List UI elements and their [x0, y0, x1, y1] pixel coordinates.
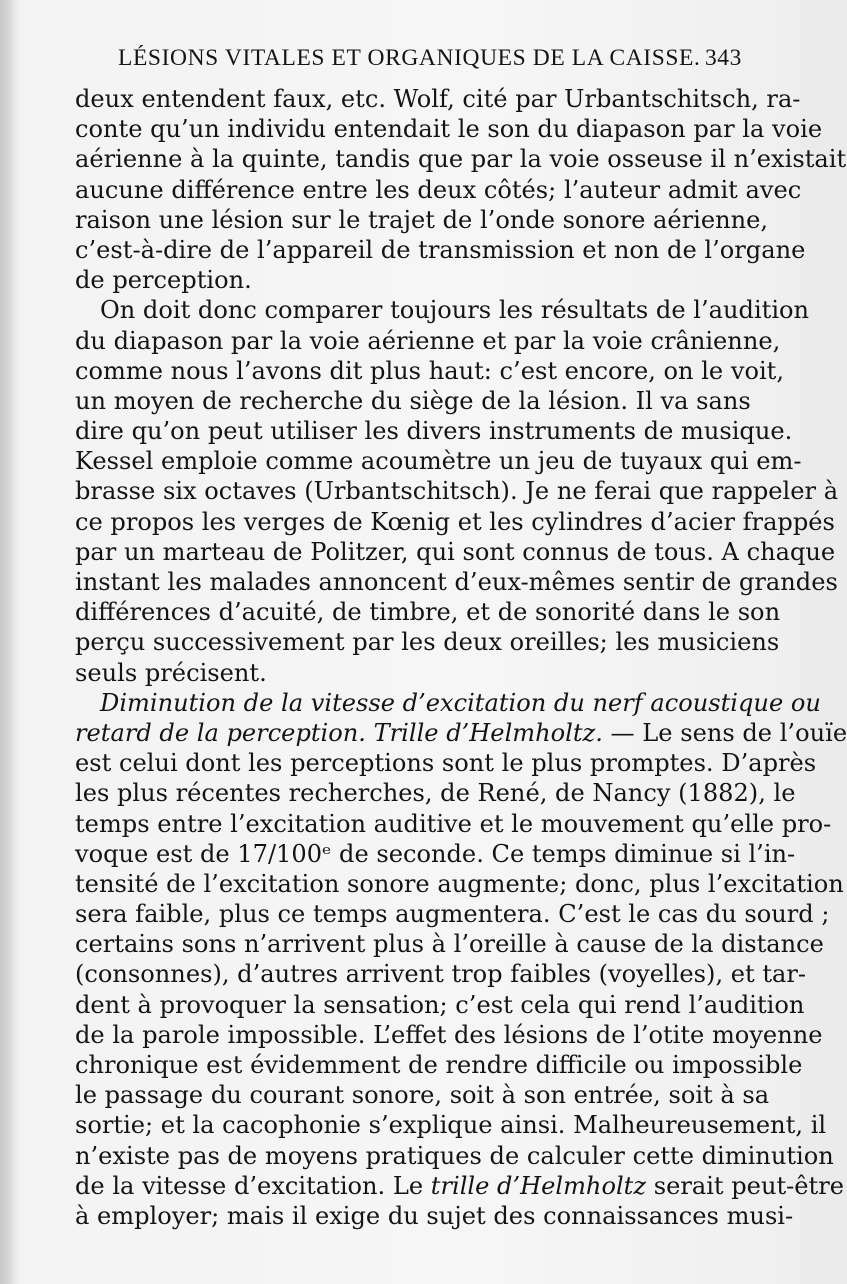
paragraph-1 [75, 84, 847, 295]
text-segment: serait peut-être [646, 1171, 844, 1200]
text-line: Kessel emploie comme acoumètre un jeu de tuyaux qui em- [75, 447, 802, 476]
text-line: deux entendent faux, etc. Wolf, cité par Urbantschitsch, ra- [75, 85, 801, 113]
text-line: voque est de 17/100ᵉ de seconde. Ce temps diminue si l’in- [75, 839, 796, 868]
page-number: 343 [704, 45, 742, 71]
text-line: (consonnes), d’autres arrivent trop faibles (voyelles), et tar- [75, 960, 807, 989]
text-line: conte qu’un individu entendait le son du diapason par la voie [75, 115, 823, 144]
page-gutter-shadow [0, 0, 20, 1284]
text-line: par un marteau de Politzer, qui sont connus de tous. A chaque [75, 537, 836, 566]
text-line: brasse six octaves (Urbantschitsch). Je ne ferai que rappeler à [75, 477, 839, 506]
text-line: instant les malades annoncent d’eux-mêmes sentir de grandes [75, 568, 838, 596]
header-title: LÉSIONS VITALES ET ORGANIQUES DE LA CAISSE. [118, 45, 701, 71]
text-line: certains sons n’arrivent plus à l’oreille à cause de la distance [75, 930, 824, 959]
text-line: sortie; et la cacophonie s’explique ainsi. Malheureusement, il [75, 1111, 827, 1140]
text-line: les plus récentes recherches, de René, de Nancy (1882), le [75, 779, 796, 808]
text-line: à employer; mais il exige du sujet des connaissances musi- [75, 1201, 794, 1230]
text-line: c’est-à-dire de l’appareil de transmission et non de l’organe [75, 235, 806, 264]
text-line: sera faible, plus ce temps augmentera. C’est le cas du sourd ; [75, 900, 830, 929]
body-text [75, 84, 847, 1231]
text-line: le passage du courant sonore, soit à son entrée, soit à sa [75, 1081, 770, 1110]
paragraph-3 [75, 688, 847, 1231]
text-line: différences d’acuité, de timbre, et de sonorité dans le son [75, 598, 781, 627]
text-line: comme nous l’avons dit plus haut: c’est encore, on le voit, [75, 356, 785, 385]
text-line: raison une lésion sur le trajet de l’onde sonore aérienne, [75, 205, 769, 234]
section-heading-line [75, 718, 847, 748]
text-line: tensité de l’excitation sonore augmente; donc, plus l’excitation [75, 869, 844, 898]
section-heading-line: Diminution de la vitesse d’excitation du nerf acoustique ou [100, 688, 821, 717]
text-line: temps entre l’excitation auditive et le mouvement qu’elle pro- [75, 809, 832, 838]
text-line: de perception. [75, 266, 252, 295]
text-line: aérienne à la quinte, tandis que par la voie osseuse il n’existait [75, 145, 847, 174]
text-line: dent à provoquer la sensation; c’est cela qui rend l’audition [75, 990, 805, 1019]
text-line: perçu successivement par les deux oreilles; les musiciens [75, 628, 780, 657]
text-line: dire qu’on peut utiliser les divers instruments de musique. [75, 417, 793, 446]
section-heading-italic: retard de la perception. Trille d’Helmholtz. [75, 718, 603, 747]
text-line: n’existe pas de moyens pratiques de calculer cette diminution [75, 1141, 834, 1170]
text-line: On doit donc comparer toujours les résultats de l’audition [100, 296, 810, 325]
text-line [75, 1171, 844, 1201]
text-line: du diapason par la voie aérienne et par la voie crânienne, [75, 326, 781, 355]
text-line: un moyen de recherche du siège de la lésion. Il va sans [75, 386, 751, 415]
italic-term: trille d’Helmholtz [430, 1171, 647, 1200]
section-heading-rest: — Le sens de l’ouïe [602, 718, 847, 747]
paragraph-2 [75, 295, 839, 687]
text-line: de la parole impossible. L’effet des lésions de l’otite moyenne [75, 1020, 823, 1049]
text-line: chronique est évidemment de rendre difficile ou impossible [75, 1051, 803, 1079]
text-segment: de la vitesse d’excitation. Le [75, 1171, 431, 1200]
text-line: est celui dont les perceptions sont le plus promptes. D’après [75, 749, 817, 778]
text-line: seuls précisent. [75, 658, 267, 687]
text-line: ce propos les verges de Kœnig et les cylindres d’acier frappés [75, 507, 835, 536]
running-header [112, 42, 742, 74]
text-line: aucune différence entre les deux côtés; l’auteur admit avec [75, 175, 802, 204]
